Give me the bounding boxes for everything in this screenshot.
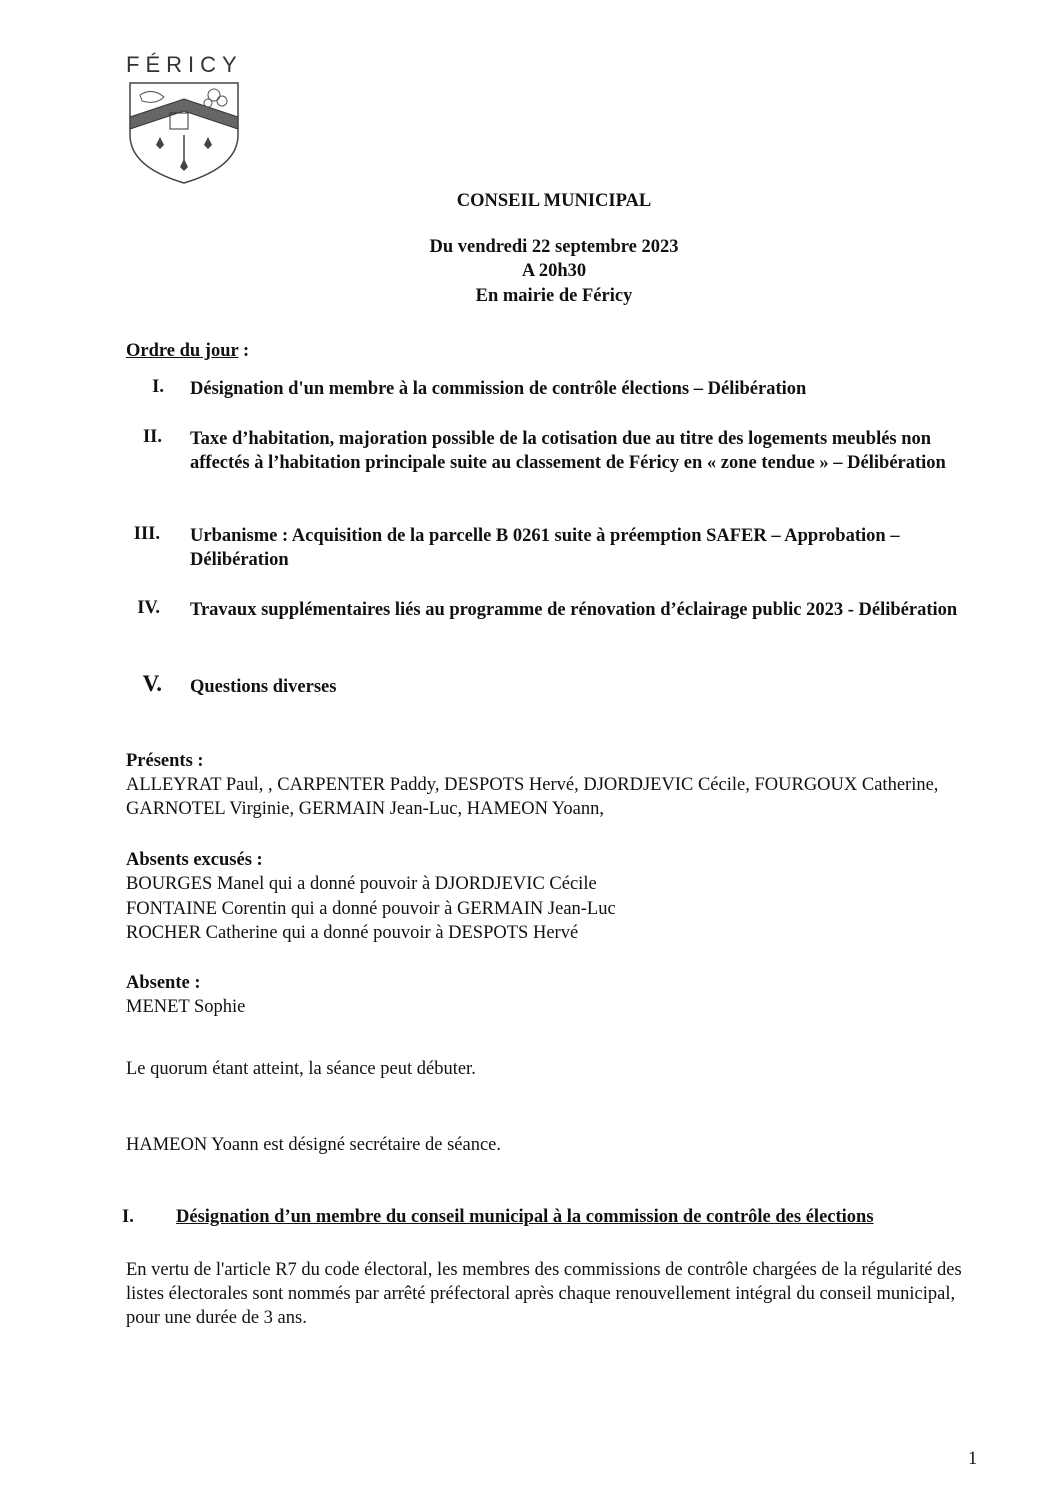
present-label: Présents : [126,751,204,771]
excused-label: Absents excusés : [126,850,263,870]
excused-item: FONTAINE Corentin qui a donné pouvoir à GERMAIN Jean-Luc [126,899,616,919]
page-number: 1 [968,1449,978,1469]
agenda-item-1-num: I. [152,377,164,397]
secretary-statement: HAMEON Yoann est désigné secrétaire de séance. [126,1135,502,1155]
agenda-item-2-text: Taxe d’habitation, majoration possible de la cotisation due au titre des logements meublés non affectés à l’habitation principale suite au classement de Féricy en « zone tendue » – Délibération [190,429,946,473]
coat-of-arms-icon [126,55,242,185]
absent-name: MENET Sophie [126,997,246,1017]
meeting-place: En mairie de Féricy [475,286,633,306]
agenda-heading-label: Ordre du jour [126,341,239,361]
excused-item: BOURGES Manel qui a donné pouvoir à DJORDJEVIC Cécile [126,874,597,894]
agenda-item-3-text: Urbanisme : Acquisition de la parcelle B 0261 suite à préemption SAFER – Approbation – Délibération [190,526,900,570]
absent-label: Absente : [126,973,201,993]
quorum-statement: Le quorum étant atteint, la séance peut débuter. [126,1059,476,1079]
agenda-item-3-num: III. [133,524,160,544]
meeting-time: A 20h30 [521,261,587,281]
meeting-date: Du vendredi 22 septembre 2023 [429,237,679,257]
agenda-item-5-text: Questions diverses [190,677,337,697]
excused-item: ROCHER Catherine qui a donné pouvoir à DESPOTS Hervé [126,923,579,943]
agenda-item-1-text: Désignation d'un membre à la commission de contrôle élections – Délibération [190,379,807,399]
section-1-title: Désignation d’un membre du conseil municipal à la commission de contrôle des élections [176,1207,874,1227]
agenda-heading [126,341,249,362]
agenda-heading-suffix: : [238,341,250,361]
section-1-number: I. [122,1207,134,1227]
agenda-item-2-num: II. [142,427,162,447]
document-title: CONSEIL MUNICIPAL [456,191,652,211]
agenda-item-5-num: V. [142,671,162,696]
agenda-item-4-num: IV. [137,598,160,618]
town-name-logo-text: FÉRICY [126,52,243,77]
section-1-paragraph: En vertu de l'article R7 du code électoral, les membres des commissions de contrôle chargées de la régularité des listes électorales sont nommés par arrêté préfectoral après chaque renouvellement intégral du conseil municipal, pour une durée de 3 ans. [126,1260,962,1328]
present-list: ALLEYRAT Paul, , CARPENTER Paddy, DESPOTS Hervé, DJORDJEVIC Cécile, FOURGOUX Catherine, GARNOTEL Virginie, GERMAIN Jean-Luc, HAMEON Yoann, [126,775,939,819]
agenda-item-4-text: Travaux supplémentaires liés au programme de rénovation d’éclairage public 2023 - Délibération [190,600,958,620]
